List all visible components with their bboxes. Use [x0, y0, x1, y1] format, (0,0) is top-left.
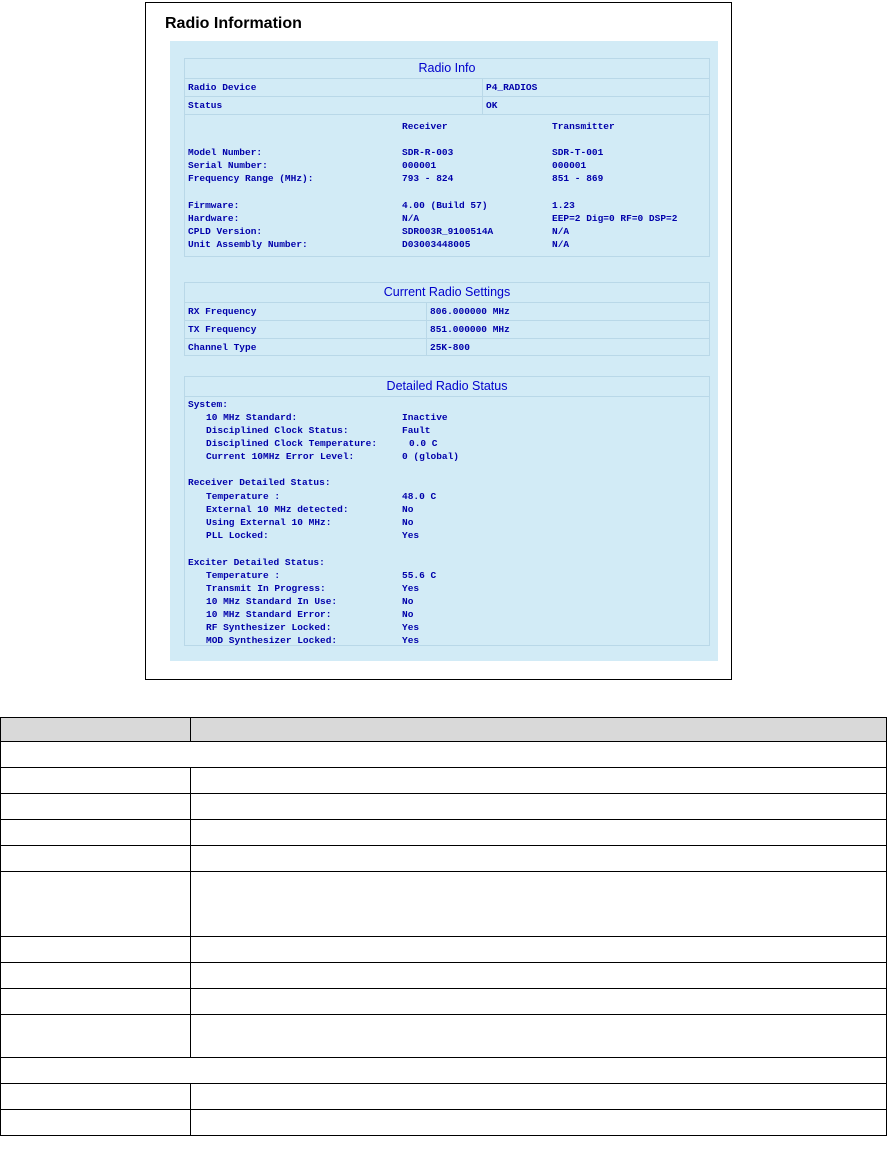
model-number-receiver: SDR-R-003 — [402, 147, 454, 158]
radio-info-section — [184, 58, 710, 257]
error-level-label: Current 10MHz Error Level: — [206, 451, 355, 462]
pll-locked-label: PLL Locked: — [206, 530, 269, 541]
table-row — [1, 989, 887, 1015]
table-cell — [191, 963, 887, 989]
serial-number-receiver: 000001 — [402, 160, 437, 171]
table-cell — [191, 1015, 887, 1058]
table-cell — [1, 937, 191, 963]
exciter-temperature-value: 55.6 C — [402, 570, 437, 581]
rx-frequency-row — [185, 303, 709, 321]
standard-in-use-value: No — [402, 596, 414, 607]
table-row — [1, 1015, 887, 1058]
external-10mhz-detected-value: No — [402, 504, 414, 515]
tx-frequency-row — [185, 321, 709, 339]
receiver-temperature-value: 48.0 C — [402, 491, 437, 502]
current-settings-section — [184, 282, 710, 356]
table-cell — [1, 989, 191, 1015]
table-section-row — [1, 742, 887, 768]
table-cell — [191, 820, 887, 846]
table-header-cell — [1, 718, 191, 742]
pll-locked-value: Yes — [402, 530, 420, 541]
cpld-version-label: CPLD Version: — [188, 226, 263, 237]
detailed-status-section — [184, 376, 710, 646]
table-cell — [1, 1110, 191, 1136]
receiver-column-header: Receiver — [402, 121, 448, 132]
detailed-status-header: Detailed Radio Status — [185, 377, 709, 397]
unit-assembly-transmitter: N/A — [552, 239, 570, 250]
table-cell — [1, 820, 191, 846]
table-cell — [1, 1015, 191, 1058]
table-cell — [191, 846, 887, 872]
table-cell — [191, 872, 887, 937]
table-cell — [1, 1084, 191, 1110]
current-settings-header: Current Radio Settings — [185, 283, 709, 303]
clock-status-label: Disciplined Clock Status: — [206, 425, 349, 436]
table-header-row — [1, 718, 887, 742]
hardware-transmitter: EEP=2 Dig=0 RF=0 DSP=2 — [552, 213, 678, 224]
table-section-cell — [1, 1058, 887, 1084]
transmit-in-progress-label: Transmit In Progress: — [206, 583, 326, 594]
using-external-10mhz-label: Using External 10 MHz: — [206, 517, 332, 528]
cpld-version-transmitter: N/A — [552, 226, 570, 237]
table-row — [1, 937, 887, 963]
table-section-row — [1, 1058, 887, 1084]
hardware-label: Hardware: — [188, 213, 240, 224]
error-level-value: 0 (global) — [402, 451, 460, 462]
mod-synth-locked-label: MOD Synthesizer Locked: — [206, 635, 338, 646]
unit-assembly-label: Unit Assembly Number: — [188, 239, 308, 250]
transmitter-column-header: Transmitter — [552, 121, 615, 132]
clock-temperature-label: Disciplined Clock Temperature: — [206, 438, 378, 449]
tx-frequency-label: TX Frequency — [188, 324, 257, 335]
rx-frequency-value: 806.000000 MHz — [430, 306, 510, 317]
page-title: Radio Information — [165, 15, 302, 32]
table-row — [1, 872, 887, 937]
serial-number-transmitter: 000001 — [552, 160, 587, 171]
receiver-status-title: Receiver Detailed Status: — [188, 477, 331, 488]
model-number-transmitter: SDR-T-001 — [552, 147, 604, 158]
exciter-status-title: Exciter Detailed Status: — [188, 557, 325, 568]
radio-device-label: Radio Device — [188, 82, 257, 93]
rf-synth-locked-label: RF Synthesizer Locked: — [206, 622, 332, 633]
model-number-label: Model Number: — [188, 147, 263, 158]
rf-synth-locked-value: Yes — [402, 622, 420, 633]
exciter-temperature-label: Temperature : — [206, 570, 281, 581]
clock-temperature-value: 0.0 C — [409, 438, 438, 449]
transmit-in-progress-value: Yes — [402, 583, 420, 594]
radio-info-panel — [170, 41, 718, 661]
radio-device-row — [185, 79, 709, 97]
mod-synth-locked-value: Yes — [402, 635, 420, 646]
table-cell — [1, 768, 191, 794]
standard-in-use-label: 10 MHz Standard In Use: — [206, 596, 338, 607]
external-10mhz-detected-label: External 10 MHz detected: — [206, 504, 349, 515]
table-cell — [1, 963, 191, 989]
table-cell — [191, 989, 887, 1015]
table-cell — [191, 1110, 887, 1136]
channel-type-label: Channel Type — [188, 342, 257, 353]
tx-frequency-value: 851.000000 MHz — [430, 324, 510, 335]
table-row — [1, 1084, 887, 1110]
frequency-range-label: Frequency Range (MHz): — [188, 173, 314, 184]
table-cell — [1, 872, 191, 937]
table-cell — [191, 937, 887, 963]
standard-error-value: No — [402, 609, 414, 620]
using-external-10mhz-value: No — [402, 517, 414, 528]
status-row — [185, 97, 709, 115]
table-row — [1, 846, 887, 872]
table-row — [1, 820, 887, 846]
table-cell — [1, 794, 191, 820]
table-row — [1, 963, 887, 989]
table-header-cell — [191, 718, 887, 742]
frequency-range-receiver: 793 - 824 — [402, 173, 454, 184]
receiver-temperature-label: Temperature : — [206, 491, 281, 502]
cpld-version-receiver: SDR003R_9100514A — [402, 226, 494, 237]
table-cell — [191, 794, 887, 820]
table-row — [1, 794, 887, 820]
status-value: OK — [486, 100, 498, 111]
system-10mhz-label: 10 MHz Standard: — [206, 412, 298, 423]
table-row — [1, 768, 887, 794]
firmware-label: Firmware: — [188, 200, 240, 211]
description-table — [0, 717, 887, 1136]
screenshot-frame — [145, 2, 732, 680]
table-section-cell — [1, 742, 887, 768]
firmware-receiver: 4.00 (Build 57) — [402, 200, 488, 211]
hardware-receiver: N/A — [402, 213, 420, 224]
status-label: Status — [188, 100, 223, 111]
channel-type-row — [185, 339, 709, 356]
rx-frequency-label: RX Frequency — [188, 306, 257, 317]
radio-info-header: Radio Info — [185, 59, 709, 79]
serial-number-label: Serial Number: — [188, 160, 268, 171]
table-cell — [191, 768, 887, 794]
clock-status-value: Fault — [402, 425, 431, 436]
standard-error-label: 10 MHz Standard Error: — [206, 609, 332, 620]
unit-assembly-receiver: D03003448005 — [402, 239, 471, 250]
table-cell — [191, 1084, 887, 1110]
frequency-range-transmitter: 851 - 869 — [552, 173, 604, 184]
firmware-transmitter: 1.23 — [552, 200, 575, 211]
radio-device-value: P4_RADIOS — [486, 82, 538, 93]
table-cell — [1, 846, 191, 872]
system-title: System: — [188, 399, 228, 410]
system-10mhz-value: Inactive — [402, 412, 448, 423]
channel-type-value: 25K-800 — [430, 342, 470, 353]
table-row — [1, 1110, 887, 1136]
